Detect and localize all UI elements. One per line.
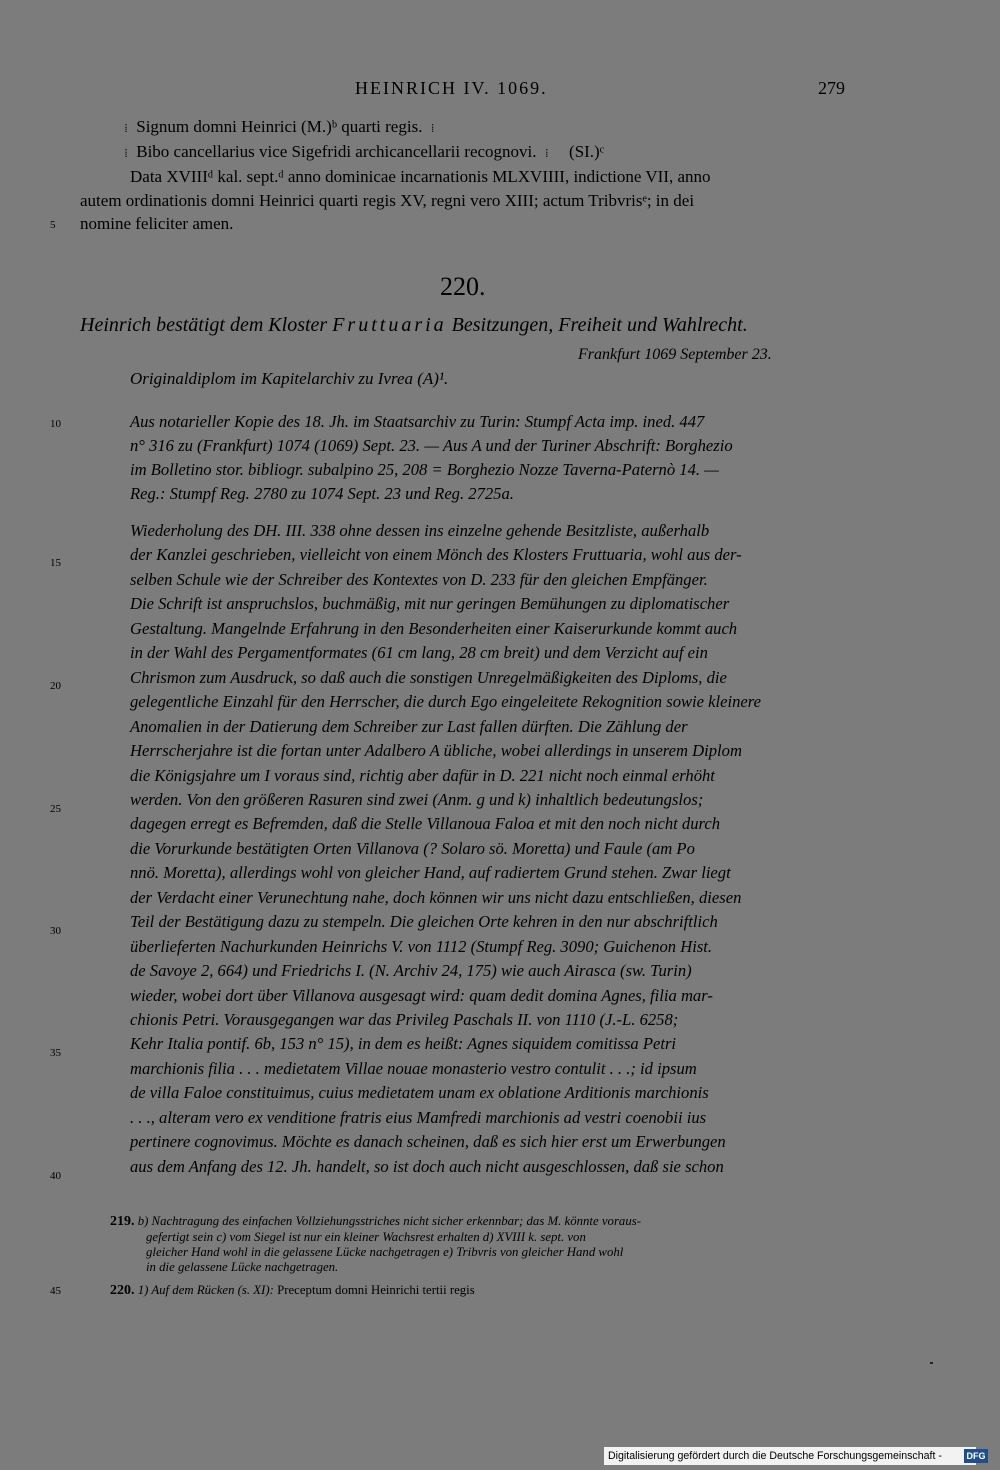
page-header (0, 78, 1000, 102)
tradition-line: Aus notarieller Kopie des 18. Jh. im Staatsarchiv zu Turin: Stumpf Acta imp. ined. 447 (130, 412, 705, 431)
line-number: 30 (50, 925, 61, 937)
line-number: 15 (50, 557, 61, 569)
page-number: 279 (818, 78, 845, 98)
commentary-line: dagegen erregt es Befremden, daß die Stelle Villanoua Faloa et mit den noch nicht durch (130, 814, 721, 834)
commentary-line: Gestaltung. Mangelnde Erfahrung in den Besonderheiten einer Kaiserurkunde kommt auch (130, 618, 738, 638)
dating-line-1: Data XVIIIᵈ kal. sept.ᵈ anno dominicae incarnationis MLXVIIII, indictione VII, anno (130, 167, 711, 186)
dfg-logo-icon: DFG (964, 1449, 988, 1463)
line-number: 10 (50, 418, 61, 430)
dating-line-3: nomine feliciter amen. (80, 214, 234, 233)
commentary-line: überlieferten Nachurkunden Heinrichs V. von 1112 (Stumpf Reg. 3090; Guichenon Hist. (130, 936, 713, 956)
title-spaced-name: Fruttuaria (332, 314, 447, 336)
monogram-sign-icon: ⁞ (431, 121, 435, 135)
commentary-line: der Verdacht einer Verunechtung nahe, doch können wir uns nicht dazu entschließen, diesen (130, 887, 742, 907)
commentary-line: pertinere cognovimus. Möchte es danach scheinen, daß es sich hier erst um Erwerbungen (130, 1132, 726, 1152)
place-date: Frankfurt 1069 September 23. (578, 346, 772, 363)
original-source: Originaldiplom im Kapitelarchiv zu Ivrea (A)¹. (130, 369, 449, 388)
line-number: 20 (50, 680, 61, 692)
commentary-line: . . ., alteram vero ex venditione fratris eius Mamfredi marchionis ad vestri coenobii ius (130, 1107, 707, 1127)
recognition-line (120, 141, 604, 164)
commentary-line: Kehr Italia pontif. 6b, 153 n° 15), in dem es heißt: Agnes siquidem comitissa Petri (130, 1034, 677, 1054)
dfg-funding-note: Digitalisierung gefördert durch die Deutsche Forschungsgemeinschaft - (604, 1447, 976, 1465)
commentary-line: de villa Faloe constituimus, cuius medietatem unam ex oblatione Arditionis marchionis (130, 1083, 709, 1103)
commentary-line: werden. Von den größeren Rasuren sind zwei (Anm. g und k) inhaltlich bedeutungslos; (130, 789, 704, 809)
recognition-sign-icon: ⁞ (545, 146, 549, 160)
commentary-line: chionis Petri. Vorausgegangen war das Privileg Paschals II. von 1110 (J.-L. 6258; (130, 1010, 679, 1029)
dating-line-2: autem ordinationis domni Heinrici quarti regis XV, regni vero XIII; actum Tribvrisᵉ; in dei (80, 191, 695, 210)
commentary-line: nnö. Moretta), allerdings wohl von gleicher Hand, auf radiertem Grund stehen. Zwar liegt (130, 863, 731, 883)
commentary-line: Anomalien in der Datierung dem Schreiber zur Last fallen dürften. Die Zählung der (130, 716, 688, 736)
commentary-line: selben Schule wie der Schreiber des Kontextes von D. 233 für den gleichen Empfänger. (130, 569, 708, 589)
commentary-line: marchionis filia . . . medietatem Villae nouae monasterio vestro contulit . . .; id ipsum (130, 1058, 697, 1078)
recognition-sign-icon: ⁞ (124, 146, 128, 160)
commentary-line: aus dem Anfang des 12. Jh. handelt, so ist doch auch nicht ausgeschlossen, daß sie schon (130, 1156, 724, 1176)
commentary-line: Teil der Bestätigung dazu zu stempeln. Die gleichen Orte kehren in den nur abschriftlich (130, 912, 718, 932)
line-number: 25 (50, 803, 61, 815)
line-number: 40 (50, 1170, 61, 1182)
commentary-line: die Königsjahre um I voraus sind, richtig aber dafür in D. 221 nicht noch einmal erhöht (130, 765, 715, 785)
monogram-sign-icon: ⁞ (124, 121, 128, 135)
footnote-number: 219. (110, 1214, 135, 1229)
footnote-number: 220. (110, 1283, 135, 1298)
commentary-line: de Savoye 2, 664) und Friedrichs I. (N. Archiv 24, 175) wie auch Airasca (sw. Turin) (130, 961, 692, 981)
footnote-line: 219. b) Nachtragung des einfachen Vollziehungsstriches nicht sicher erkennbar; das M. könnte voraus- (110, 1214, 641, 1229)
running-head: HEINRICH IV. 1069. (355, 78, 548, 98)
document-title: Heinrich bestätigt dem Kloster Fruttuaria Besitzungen, Freiheit und Wahlrecht. (80, 314, 748, 336)
seal-mark: (SI.)ᶜ (569, 142, 605, 161)
tradition-line: im Bolletino stor. bibliogr. subalpino 25, 208 = Borghezio Nozze Taverna-Paternò 14. — (130, 460, 719, 479)
line-number: 35 (50, 1047, 61, 1059)
footnote-line: gleicher Hand wohl in die gelassene Lücke nachgetragen e) Tribvris von gleicher Hand wohl (146, 1245, 624, 1259)
commentary-line: die Vorurkunde bestätigten Orten Villanova (? Solaro sö. Moretta) und Faule (am Po (130, 838, 695, 858)
signum-line (120, 116, 439, 139)
scan-dot (930, 1362, 933, 1364)
commentary-line: gelegentliche Einzahl für den Herrscher, die durch Ego eingeleitete Rekognition sowie kleinere (130, 692, 761, 712)
commentary-line: in der Wahl des Pergamentformates (61 cm lang, 28 cm breit) und dem Verzicht auf ein (130, 643, 708, 663)
commentary-line: Chrismon zum Ausdruck, so daß auch die sonstigen Unregelmäßigkeiten des Diploms, die (130, 667, 727, 687)
line-number: 45 (50, 1285, 61, 1297)
commentary-line: Die Schrift ist anspruchslos, buchmäßig, mit nur geringen Bemühungen zu diplomatischer (130, 594, 730, 614)
footnote-line: gefertigt sein c) vom Siegel ist nur ein kleiner Wachsrest erhalten d) XVIII k. sept. von (146, 1230, 586, 1244)
recognition-text: Bibo cancellarius vice Sigefridi archicancellarii recognovi. (136, 142, 537, 161)
commentary-line: Herrscherjahre ist die fortan unter Adalbero A übliche, wobei allerdings in unserem Diplom (130, 741, 742, 761)
signum-text: Signum domni Heinrici (M.)ᵇ quarti regis. (136, 117, 423, 136)
commentary-line: Wiederholung des DH. III. 338 ohne dessen ins einzelne gehende Besitzliste, außerhalb (130, 521, 710, 540)
commentary-line: der Kanzlei geschrieben, vielleicht von einem Mönch des Klosters Fruttuaria, wohl aus der- (130, 545, 742, 565)
footnote-line: 220. 1) Auf dem Rücken (s. XI): Preceptum domni Heinrichi tertii regis (110, 1283, 475, 1298)
commentary-line: wieder, wobei dort über Villanova ausgesagt wird: quam dedit domina Agnes, filia mar- (130, 985, 713, 1005)
line-number: 5 (50, 219, 56, 231)
footnote-line: in die gelassene Lücke nachgetragen. (146, 1260, 339, 1274)
tradition-line: Reg.: Stumpf Reg. 2780 zu 1074 Sept. 23 und Reg. 2725a. (130, 484, 514, 503)
document-number: 220. (440, 272, 486, 301)
tradition-line: n° 316 zu (Frankfurt) 1074 (1069) Sept. 23. — Aus A und der Turiner Abschrift: Borghezio (130, 436, 733, 455)
